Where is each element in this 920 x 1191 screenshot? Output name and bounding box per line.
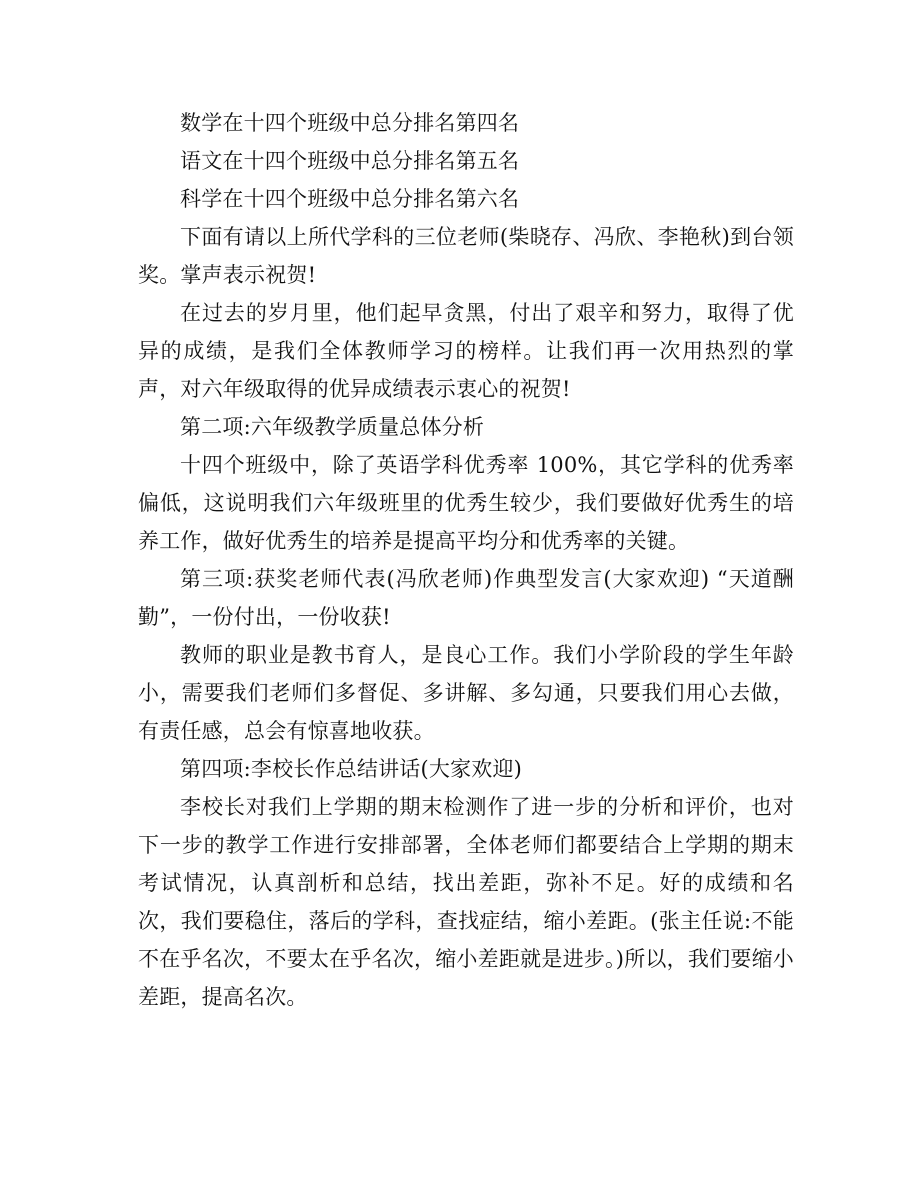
paragraph-science-ranking: 科学在十四个班级中总分排名第六名	[180, 187, 520, 211]
paragraph-chinese-ranking: 语文在十四个班级中总分排名第五名	[180, 149, 520, 173]
paragraph-item-four-heading: 第四项:李校长作总结讲话(大家欢迎)	[180, 757, 523, 781]
paragraph-math-ranking: 数学在十四个班级中总分排名第四名	[180, 111, 520, 135]
paragraph-praise: 在过去的岁月里，他们起早贪黑，付出了艰辛和努力，取得了优异的成绩，是我们全体教师学习的榜样。让我们再一次用热烈的掌声，对六年级取得的优异成绩表示衷心的祝贺!	[138, 301, 794, 401]
paragraph-award-invitation: 下面有请以上所代学科的三位老师(柴晓存、冯欣、李艳秋)到台领奖。掌声表示祝贺!	[138, 225, 794, 287]
paragraph-item-three-heading: 第三项:获奖老师代表(冯欣老师)作典型发言(大家欢迎) “天道酬勤”，一份付出，一份收获!	[138, 567, 794, 629]
paragraph-teacher-speech: 教师的职业是教书育人，是良心工作。我们小学阶段的学生年龄小，需要我们老师们多督促、多讲解、多勾通，只要我们用心去做，有责任感，总会有惊喜地收获。	[138, 643, 794, 743]
document-body	[138, 104, 794, 1016]
paragraph-principal-summary: 李校长对我们上学期的期末检测作了进一步的分析和评价，也对下一步的教学工作进行安排部署，全体老师们都要结合上学期的期末考试情况，认真剖析和总结，找出差距，弥补不足。好的成绩和名次，我们要稳住，落后的学科，查找症结，缩小差距。(张主任说:不能不在乎名次，不要太在乎名次，缩小差距就是进步。)所以，我们要缩小差距，提高名次。	[138, 795, 794, 1009]
paragraph-item-two-heading: 第二项:六年级教学质量总体分析	[180, 415, 485, 439]
paragraph-quality-analysis: 十四个班级中，除了英语学科优秀率 100%，其它学科的优秀率偏低，这说明我们六年级班里的优秀生较少，我们要做好优秀生的培养工作，做好优秀生的培养是提高平均分和优秀率的关键。	[138, 453, 794, 553]
